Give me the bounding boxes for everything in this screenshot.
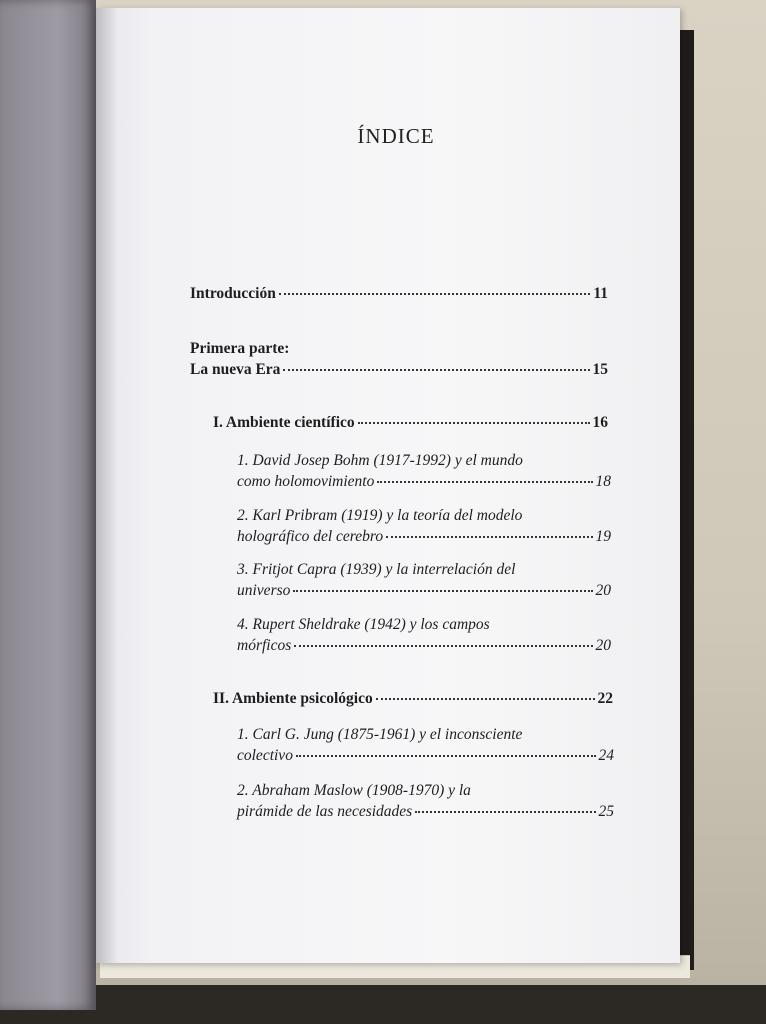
toc-page-number: 20: [595, 582, 611, 599]
toc-entry-label: Introducción: [190, 285, 276, 302]
toc-page-number: 19: [595, 528, 611, 545]
table-edge-shadow: [0, 985, 766, 1024]
toc-page-number: 24: [598, 747, 614, 764]
leader-dots: [358, 422, 590, 424]
toc-entry-pribram: [237, 507, 611, 546]
toc-page-number: 18: [595, 473, 611, 490]
leader-dots: [377, 481, 592, 483]
toc-entry-label: 1. Carl G. Jung (1875-1961) y el inconsciente: [237, 726, 523, 743]
toc-entry-jung: [237, 726, 614, 765]
leader-dots: [283, 369, 589, 371]
toc-entry-capra: [237, 561, 611, 600]
toc-entry-label: pirámide de las necesidades: [237, 803, 413, 820]
toc-page-number: 16: [592, 414, 608, 431]
toc-entry-label: 2. Abraham Maslow (1908-1970) y la: [237, 782, 471, 799]
toc-entry-introduccion: [190, 285, 608, 303]
toc-entry-ambiente-psicologico: [213, 690, 613, 708]
leader-dots: [294, 645, 592, 647]
toc-entry-ambiente-cientifico: [213, 414, 608, 432]
toc-entry-sheldrake: [237, 616, 611, 655]
toc-page-number: 20: [595, 637, 611, 654]
leader-dots: [279, 293, 591, 295]
toc-entry-label: 3. Fritjot Capra (1939) y la interrelación del: [237, 561, 516, 578]
toc-entry-label: La nueva Era: [190, 361, 281, 378]
toc-page-number: 15: [592, 361, 608, 378]
toc-entry-label: 1. David Josep Bohm (1917-1992) y el mundo: [237, 452, 523, 469]
toc-entry-bohm: [237, 452, 611, 491]
leader-dots: [376, 698, 595, 700]
toc-entry-label: 4. Rupert Sheldrake (1942) y los campos: [237, 616, 490, 633]
toc-entry-label: II. Ambiente psicológico: [213, 690, 373, 707]
leader-dots: [386, 536, 592, 538]
toc-entry-label: mórficos: [237, 637, 292, 654]
book-cover-left: [0, 0, 96, 1010]
toc-page-number: 25: [598, 803, 614, 820]
toc-entry-label: colectivo: [237, 747, 293, 764]
toc-page-number: 11: [593, 285, 608, 302]
toc-entry-label: como holomovimiento: [237, 473, 375, 490]
toc-entry-primera-parte: [190, 340, 608, 379]
toc-entry-label: Primera parte:: [190, 340, 290, 357]
toc-entry-label: universo: [237, 582, 291, 599]
spine-shadow: [96, 8, 118, 963]
leader-dots: [415, 811, 595, 813]
toc-entry-label: holográfico del cerebro: [237, 528, 384, 545]
toc-entry-label: 2. Karl Pribram (1919) y la teoría del modelo: [237, 507, 523, 524]
toc-entry-maslow: [237, 782, 614, 821]
toc-entry-label: I. Ambiente científico: [213, 414, 355, 431]
page-title: ÍNDICE: [357, 124, 435, 148]
leader-dots: [293, 590, 592, 592]
toc-page-number: 22: [597, 690, 613, 707]
leader-dots: [296, 755, 596, 757]
